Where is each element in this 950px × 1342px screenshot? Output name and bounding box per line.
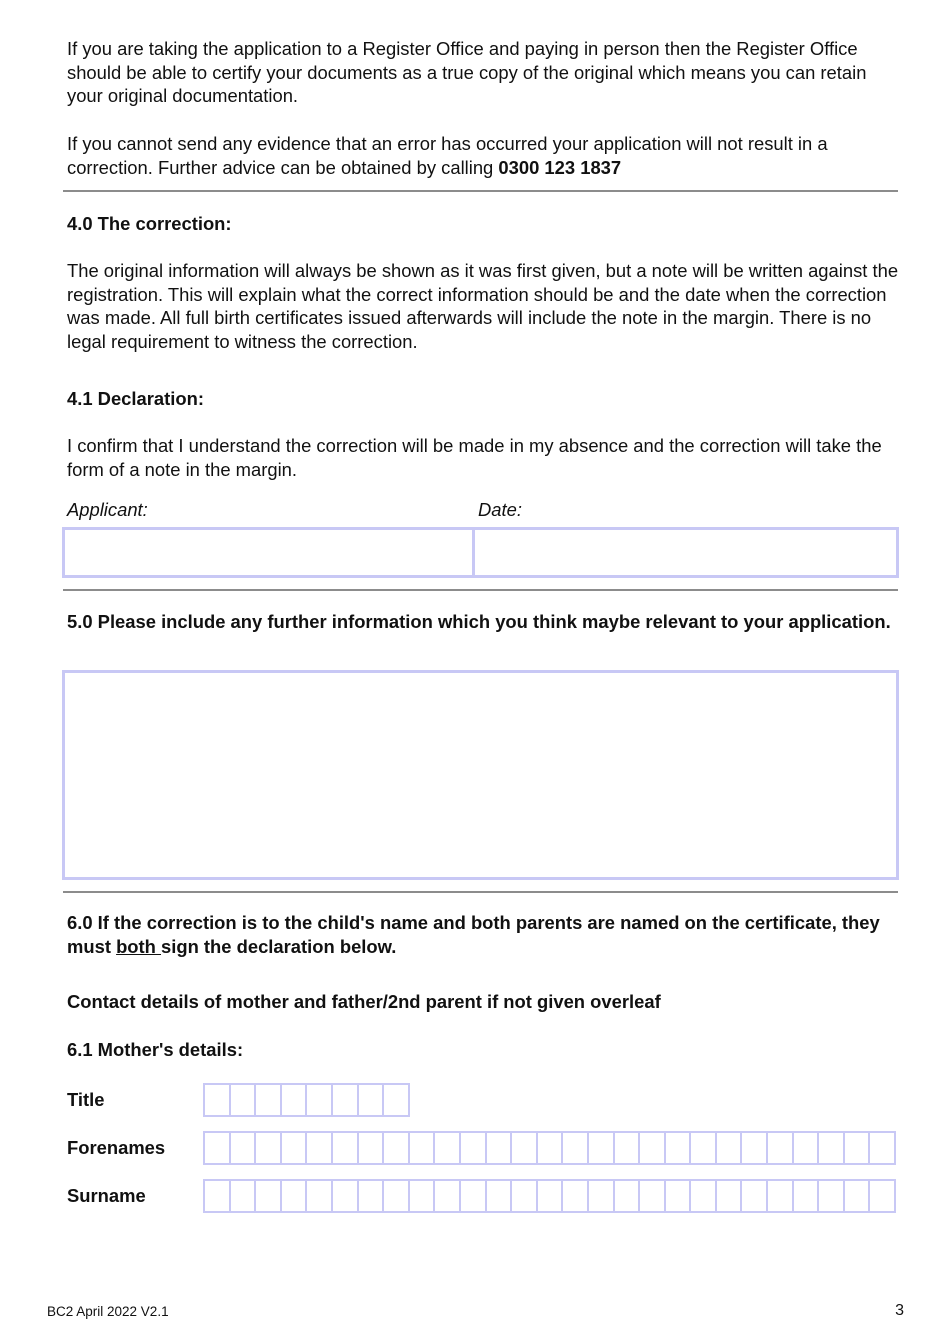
- character-box[interactable]: [282, 1133, 308, 1163]
- evidence-text: If you cannot send any evidence that an error has occurred your application will not result in a correction. Further advice can be obtained by calling: [67, 133, 828, 178]
- character-box[interactable]: [256, 1085, 282, 1115]
- character-box[interactable]: [512, 1181, 538, 1211]
- character-box[interactable]: [435, 1133, 461, 1163]
- character-box[interactable]: [231, 1133, 257, 1163]
- character-box[interactable]: [487, 1133, 513, 1163]
- section-4-1-body: I confirm that I understand the correction will be made in my absence and the correction will take the form of a note in the margin.: [67, 435, 882, 480]
- section-divider-2: [63, 589, 898, 591]
- character-box[interactable]: [666, 1181, 692, 1211]
- character-box[interactable]: [589, 1133, 615, 1163]
- character-box[interactable]: [666, 1133, 692, 1163]
- character-box[interactable]: [307, 1181, 333, 1211]
- character-box[interactable]: [384, 1085, 410, 1115]
- character-box[interactable]: [845, 1181, 871, 1211]
- character-box[interactable]: [205, 1133, 231, 1163]
- character-box[interactable]: [742, 1133, 768, 1163]
- date-field[interactable]: [472, 527, 899, 578]
- contact-details-heading: Contact details of mother and father/2nd parent if not given overleaf: [67, 991, 661, 1012]
- title-label: Title: [67, 1089, 105, 1110]
- character-box[interactable]: [307, 1133, 333, 1163]
- character-box[interactable]: [768, 1133, 794, 1163]
- character-box[interactable]: [384, 1133, 410, 1163]
- section-divider-3: [63, 891, 898, 893]
- character-box[interactable]: [615, 1133, 641, 1163]
- surname-input[interactable]: [203, 1179, 896, 1213]
- section-divider-1: [63, 190, 898, 192]
- character-box[interactable]: [205, 1181, 231, 1211]
- forenames-label: Forenames: [67, 1137, 166, 1158]
- character-box[interactable]: [870, 1181, 896, 1211]
- character-box[interactable]: [691, 1181, 717, 1211]
- character-box[interactable]: [359, 1181, 385, 1211]
- character-box[interactable]: [563, 1181, 589, 1211]
- character-box[interactable]: [589, 1181, 615, 1211]
- character-box[interactable]: [461, 1181, 487, 1211]
- character-box[interactable]: [307, 1085, 333, 1115]
- section-5-0-heading: 5.0 Please include any further information which you think maybe relevant to your application.: [67, 611, 891, 632]
- character-box[interactable]: [691, 1133, 717, 1163]
- section-6-0-heading: [67, 911, 903, 958]
- character-box[interactable]: [359, 1133, 385, 1163]
- character-box[interactable]: [640, 1133, 666, 1163]
- character-box[interactable]: [794, 1133, 820, 1163]
- character-box[interactable]: [819, 1181, 845, 1211]
- character-box[interactable]: [435, 1181, 461, 1211]
- section-4-0-body: The original information will always be shown as it was first given, but a note will be written against the registration. This will explain what the correct information should be and the date when the correction was made. All full birth certificates issued afterwards will include the note in the margin. There is no legal requirement to witness the correction.: [67, 260, 899, 352]
- character-box[interactable]: [231, 1181, 257, 1211]
- applicant-label: Applicant:: [67, 499, 148, 520]
- character-box[interactable]: [845, 1133, 871, 1163]
- character-box[interactable]: [819, 1133, 845, 1163]
- character-box[interactable]: [742, 1181, 768, 1211]
- advice-phone-number: 0300 123 1837: [498, 156, 622, 178]
- character-box[interactable]: [410, 1181, 436, 1211]
- character-box[interactable]: [768, 1181, 794, 1211]
- character-box[interactable]: [794, 1181, 820, 1211]
- section-6-1-heading: 6.1 Mother's details:: [67, 1039, 244, 1060]
- character-box[interactable]: [538, 1181, 564, 1211]
- section-6-0-heading-text: 6.0 If the correction is to the child's name and both parents are named on the certificate, they must: [67, 912, 880, 957]
- surname-label: Surname: [67, 1185, 146, 1206]
- character-box[interactable]: [640, 1181, 666, 1211]
- character-box[interactable]: [870, 1133, 896, 1163]
- character-box[interactable]: [384, 1181, 410, 1211]
- character-box[interactable]: [333, 1085, 359, 1115]
- character-box[interactable]: [282, 1085, 308, 1115]
- intro-paragraph-register-office: If you are taking the application to a Register Office and paying in person then the Register Office should be able to certify your documents as a true copy of the original which means you can retain your original documentation.: [67, 38, 867, 107]
- section-6-0-heading-end: sign the declaration below.: [161, 935, 397, 957]
- character-box[interactable]: [563, 1133, 589, 1163]
- character-box[interactable]: [333, 1181, 359, 1211]
- character-box[interactable]: [512, 1133, 538, 1163]
- character-box[interactable]: [333, 1133, 359, 1163]
- form-reference: BC2 April 2022 V2.1: [47, 1304, 169, 1319]
- intro-paragraph-evidence: [67, 132, 903, 179]
- character-box[interactable]: [538, 1133, 564, 1163]
- character-box[interactable]: [487, 1181, 513, 1211]
- forenames-input[interactable]: [203, 1131, 896, 1165]
- further-information-textarea[interactable]: [62, 670, 899, 880]
- section-4-1-heading: 4.1 Declaration:: [67, 388, 204, 409]
- character-box[interactable]: [717, 1133, 743, 1163]
- character-box[interactable]: [231, 1085, 257, 1115]
- character-box[interactable]: [256, 1133, 282, 1163]
- character-box[interactable]: [359, 1085, 385, 1115]
- character-box[interactable]: [410, 1133, 436, 1163]
- date-label: Date:: [478, 499, 522, 520]
- title-input[interactable]: [203, 1083, 410, 1117]
- character-box[interactable]: [205, 1085, 231, 1115]
- character-box[interactable]: [717, 1181, 743, 1211]
- section-4-0-heading: 4.0 The correction:: [67, 213, 232, 234]
- page-number: 3: [895, 1302, 904, 1319]
- section-6-0-emphasis: both: [116, 935, 161, 957]
- character-box[interactable]: [461, 1133, 487, 1163]
- character-box[interactable]: [282, 1181, 308, 1211]
- applicant-signature-field[interactable]: [62, 527, 475, 578]
- character-box[interactable]: [615, 1181, 641, 1211]
- character-box[interactable]: [256, 1181, 282, 1211]
